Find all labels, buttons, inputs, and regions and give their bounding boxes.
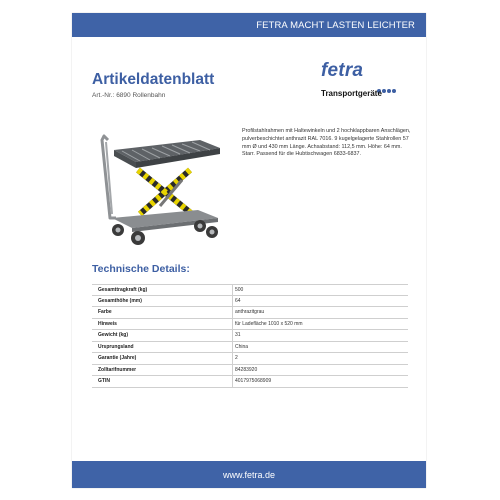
article-number: Art.-Nr.: 6890 Rollenbahn [92, 92, 166, 99]
table-row [92, 376, 408, 388]
table-row [92, 296, 408, 308]
spec-value: 31 [232, 330, 408, 341]
spec-value: für Ladefläche 1010 x 520 mm [232, 319, 408, 330]
fetra-logo [319, 60, 404, 110]
spec-label: Hinweis [98, 320, 117, 327]
spec-value: 84283920 [232, 365, 408, 376]
spec-table [92, 284, 408, 388]
spec-value: 500 [232, 285, 408, 295]
table-row [92, 365, 408, 377]
spec-value: 64 [232, 296, 408, 307]
spec-label: Gesamttragkraft (kg) [98, 286, 148, 293]
spec-label: GTIN [98, 378, 110, 385]
spec-label: Gesamthöhe (mm) [98, 297, 142, 304]
spec-label: Farbe [98, 309, 112, 316]
table-row [92, 330, 408, 342]
spec-label: Ursprungsland [98, 343, 134, 350]
header-bar [72, 13, 426, 37]
product-image [100, 118, 225, 248]
section-title: Technische Details: [92, 263, 190, 275]
header-tagline: FETRA MACHT LASTEN LEICHTER [256, 20, 415, 31]
page-title: Artikeldatenblatt [92, 71, 215, 88]
footer-url-link[interactable]: www.fetra.de [222, 470, 276, 480]
table-row [92, 284, 408, 296]
table-row [92, 342, 408, 354]
product-description: Profilstahlrahmen mit Haltewinkeln und 2 hochklappbaren Anschlägen, pulverbeschichtet anthrazit RAL 7016. 9 kugelgelagerte Stahlrollen 57 mm Ø und 430 mm Länge. Achsabstand: 112,5 mm. Höhe: 64 mm. Starr. Passend für die Hubtischwagen 6833-6837. [242, 128, 411, 158]
spec-label: Zolltarifnummer [98, 366, 137, 373]
table-row [92, 307, 408, 319]
spec-label: Gewicht (kg) [98, 332, 129, 339]
footer-bar [72, 461, 426, 488]
logo-wordmark: fetra [321, 60, 364, 81]
datasheet-page [72, 13, 426, 488]
table-row [92, 353, 408, 365]
spec-value: 4017975068909 [232, 376, 408, 387]
spec-value: 2 [232, 353, 408, 364]
logo-tagline: Transportgeräte [321, 89, 382, 98]
spec-label: Garantie (Jahre) [98, 355, 137, 362]
spec-value: China [232, 342, 408, 353]
table-row [92, 319, 408, 331]
spec-value: anthrazitgrau [232, 307, 408, 318]
